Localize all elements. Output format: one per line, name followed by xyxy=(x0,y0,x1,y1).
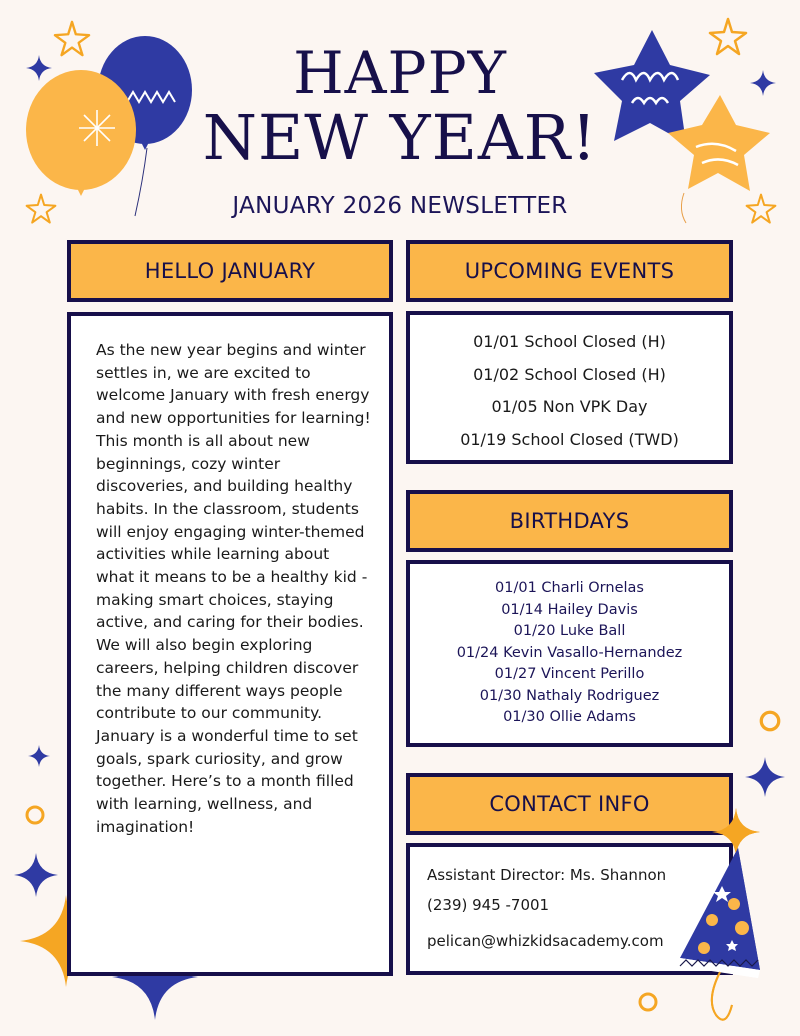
contact-director: Assistant Director: Ms. Shannon xyxy=(427,866,667,884)
hello-january-body: As the new year begins and winter settles in, we are excited to welcome January with fresh energy and new opportunities for learning! This month is all about new beginnings, cozy winter discoveries, and building healthy habits. In the classroom, students will enjoy engaging winter-themed activities while learning about what it means to be a healthy kid - making smart choices, staying active, and caring for their bodies. We will also begin exploring careers, helping children discover the many different ways people contribute to our community. January is a wonderful time to set goals, spark curiosity, and grow together. Here’s to a month filled with learning, wellness, and imagination! xyxy=(96,341,371,836)
event-item: 01/01 School Closed (H) xyxy=(473,332,666,351)
upcoming-events-heading: UPCOMING EVENTS xyxy=(406,240,733,302)
hello-january-heading: HELLO JANUARY xyxy=(67,240,393,302)
sparkle-icon xyxy=(25,193,57,225)
birthday-item: 01/27 Vincent Perillo xyxy=(494,666,645,682)
sparkle-icon xyxy=(28,745,50,767)
birthdays-box xyxy=(406,560,733,747)
upcoming-events-box xyxy=(406,311,733,464)
birthday-item: 01/30 Nathaly Rodriguez xyxy=(479,687,660,704)
sparkle-icon xyxy=(26,55,52,81)
ring-icon xyxy=(637,991,659,1013)
title-line-2: NEW YEAR! xyxy=(202,101,598,174)
sparkle-icon xyxy=(14,853,58,897)
event-item: 01/05 Non VPK Day xyxy=(491,397,648,416)
sparkle-icon xyxy=(750,70,776,96)
party-hat-icon xyxy=(676,800,796,1030)
sparkle-icon xyxy=(745,757,785,797)
gold-balloon-icon xyxy=(26,70,136,196)
contact-info-heading: CONTACT INFO xyxy=(406,773,733,835)
sparkle-icon xyxy=(53,20,91,58)
birthday-item: 01/01 Charli Ornelas xyxy=(495,580,644,596)
ring-icon xyxy=(758,709,782,733)
sparkle-icon xyxy=(745,193,777,225)
birthday-item: 01/24 Kevin Vasallo-Hernandez xyxy=(456,644,683,661)
contact-email[interactable]: pelican@whizkidsacademy.com xyxy=(427,932,664,950)
birthdays-heading: BIRTHDAYS xyxy=(406,490,733,552)
birthday-item: 01/30 Ollie Adams xyxy=(503,709,636,725)
birthday-item: 01/14 Hailey Davis xyxy=(501,601,638,618)
title-line-1: HAPPY xyxy=(293,39,507,107)
sparkle-icon xyxy=(708,17,748,57)
newsletter-subtitle: JANUARY 2026 NEWSLETTER xyxy=(232,193,568,219)
event-item: 01/02 School Closed (H) xyxy=(473,364,666,384)
ring-icon xyxy=(24,804,46,826)
event-item: 01/19 School Closed (TWD) xyxy=(460,429,679,449)
birthday-item: 01/20 Luke Ball xyxy=(513,623,626,639)
contact-phone: (239) 945 -7001 xyxy=(427,896,550,914)
